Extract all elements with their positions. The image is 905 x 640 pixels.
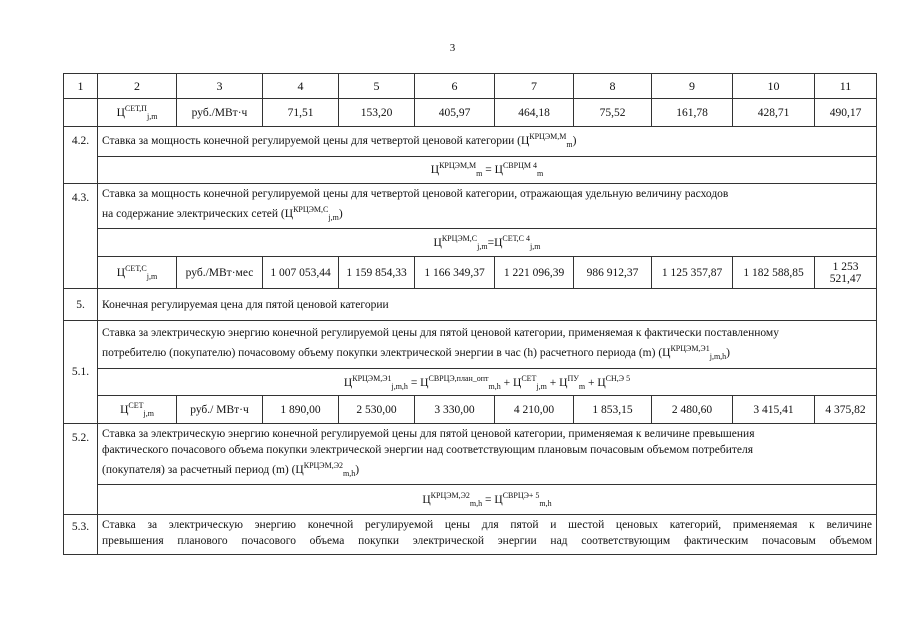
- column-number-row: [64, 74, 877, 99]
- section-number: 4.2.: [64, 127, 98, 184]
- section-number: 5.3.: [64, 515, 98, 555]
- value-cell: 3 330,00: [415, 396, 495, 424]
- symbol-cell: $Ц^{СЕТ,С}_{j,m}$: [98, 257, 177, 289]
- value-cell: 4 375,82: [815, 396, 877, 424]
- value-cell: 428,71: [733, 99, 815, 127]
- row-set-c: [64, 257, 877, 289]
- col-1-header: 1: [64, 74, 98, 99]
- value-cell: 1 890,00: [263, 396, 339, 424]
- col-7-header: 7: [495, 74, 574, 99]
- formula-row: [64, 485, 877, 515]
- formula: $Ц^{КРЦЭМ,Э2}_{m,h} = Ц^{СВРЦЭ+ 5}_{m,h}$: [98, 485, 877, 515]
- formula: $Ц^{КРЦЭМ,С}_{j,m}=Ц^{СЕТ,С 4}_{j,m}$: [98, 229, 877, 257]
- page-number: 3: [449, 42, 456, 54]
- row-set: [64, 396, 877, 424]
- value-cell: 75,52: [574, 99, 652, 127]
- col-5-header: 5: [339, 74, 415, 99]
- unit-cell: руб./МВт·ч: [177, 99, 263, 127]
- section-text: Ставка за мощность конечной регулируемой цены для четвертой ценовой категории $(Ц^{КРЦЭМ,М}_m)$: [98, 127, 877, 157]
- col-3-header: 3: [177, 74, 263, 99]
- value-cell: 1 221 096,39: [495, 257, 574, 289]
- value-cell: 490,17: [815, 99, 877, 127]
- formula-row: [64, 229, 877, 257]
- col-10-header: 10: [733, 74, 815, 99]
- section-5-3-row: [64, 515, 877, 555]
- symbol-cell: $Ц^{СЕТ}_{j,m}$: [98, 396, 177, 424]
- value-cell: 464,18: [495, 99, 574, 127]
- col-9-header: 9: [652, 74, 733, 99]
- section-text: Ставка за электрическую энергию конечной регулируемой цены для пятой и шестой ценовых категорий, применяемая к величине превышения планового почасового объема покупки электрической энергии над соответствующим фактическим почасовым объемом: [98, 515, 877, 555]
- value-cell: 2 530,00: [339, 396, 415, 424]
- value-cell: 405,97: [415, 99, 495, 127]
- formula-row: [64, 369, 877, 396]
- value-cell: 3 415,41: [733, 396, 815, 424]
- formula-row: [64, 157, 877, 184]
- symbol-cell: $Ц^{СЕТ,П}_{j,m}$: [98, 99, 177, 127]
- col-4-header: 4: [263, 74, 339, 99]
- section-text: Ставка за электрическую энергию конечной регулируемой цены для пятой ценовой категории, применяемая к величине превышения фактического почасового объема покупки электрической энергии над соответствующим плановым почасовым объемом потребителя (покупателя) за расчетный период (m) $(Ц^{КРЦЭМ,Э2}_{m,h})$: [98, 424, 877, 485]
- value-cell: 153,20: [339, 99, 415, 127]
- value-cell: 1 853,15: [574, 396, 652, 424]
- formula: $Ц^{КРЦЭМ,Э1}_{j,m,h} = Ц^{СВРЦЭ,план\_опт}_{m,h} + Ц^{СЕТ}_{j,m} + Ц^{ПУ}_m + Ц^{СН,Э 5}$: [98, 369, 877, 396]
- col-2-header: 2: [98, 74, 177, 99]
- value-cell: 986 912,37: [574, 257, 652, 289]
- value-cell: 1 253 521,47: [815, 257, 877, 289]
- section-5-2-row: [64, 424, 877, 485]
- value-cell: 71,51: [263, 99, 339, 127]
- value-cell: 1 159 854,33: [339, 257, 415, 289]
- value-cell: 1 182 588,85: [733, 257, 815, 289]
- section-text: Конечная регулируемая цена для пятой ценовой категории: [98, 289, 877, 321]
- row-set-p: [64, 99, 877, 127]
- section-number: 5.: [64, 289, 98, 321]
- value-cell: 1 166 349,37: [415, 257, 495, 289]
- value-cell: 2 480,60: [652, 396, 733, 424]
- section-number: 4.3.: [64, 184, 98, 289]
- value-cell: 4 210,00: [495, 396, 574, 424]
- value-cell: 1 125 357,87: [652, 257, 733, 289]
- section-number: 5.2.: [64, 424, 98, 515]
- section-text: Ставка за мощность конечной регулируемой цены для четвертой ценовой категории, отражающая удельную величину расходов на содержание электрических сетей $(Ц^{КРЦЭМ,С}_{j,m})$: [98, 184, 877, 229]
- tariff-table: [63, 73, 877, 555]
- formula: $Ц^{КРЦЭМ,М}_m = Ц^{СВРЦМ 4}_m$: [98, 157, 877, 184]
- unit-cell: руб./МВт·мес: [177, 257, 263, 289]
- col-11-header: 11: [815, 74, 877, 99]
- value-cell: 1 007 053,44: [263, 257, 339, 289]
- section-5-row: [64, 289, 877, 321]
- unit-cell: руб./ МВт·ч: [177, 396, 263, 424]
- section-number: 5.1.: [64, 321, 98, 424]
- section-4-2-row: [64, 127, 877, 157]
- section-text: Ставка за электрическую энергию конечной регулируемой цены для пятой ценовой категории, применяемая к фактически поставленному потребителю (покупателю) почасовому объему покупки электрической энергии в час (h) расчетного периода (m) $(Ц^{КРЦЭМ,Э1}_{j,m,h})$: [98, 321, 877, 369]
- section-4-3-row: [64, 184, 877, 229]
- col-6-header: 6: [415, 74, 495, 99]
- col-8-header: 8: [574, 74, 652, 99]
- section-5-1-row: [64, 321, 877, 369]
- value-cell: 161,78: [652, 99, 733, 127]
